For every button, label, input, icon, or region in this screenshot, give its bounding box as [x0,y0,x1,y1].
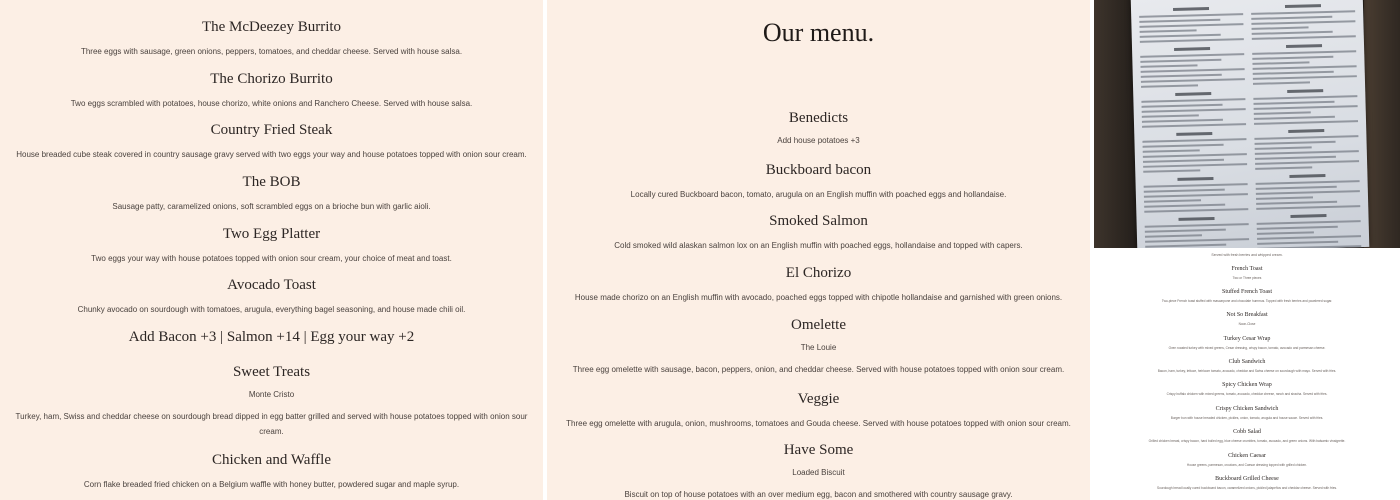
menu-item-desc: Two eggs scrambled with potatoes, house chorizo, white onions and Ranchero Cheese. Served with house salsa. [70,99,473,108]
thumb-item-desc: Crispy buffalo chicken with mixed greens, tomato, avocado, cheddar cheese, ranch and siracha. Served with fries. [1166,392,1328,396]
benedicts-section [547,109,1090,147]
sheet-text-line [1143,144,1224,148]
menu-item-title: El Chorizo [785,265,852,281]
sheet-text-line [1141,78,1245,83]
sheet-text-line [1144,193,1248,198]
sheet-text-line [1141,84,1198,87]
sheet-text-line [1255,156,1336,160]
sheet-text-line [1177,177,1213,181]
sheet-text-line [1290,214,1326,218]
sheet-text-line [1140,34,1221,38]
addons-line [0,328,543,346]
omelette-section [547,316,1090,377]
menu-item-title: The BOB [242,174,301,190]
menu-panel-left [0,0,543,500]
sheet-text-line [1253,95,1357,100]
sheet-text-line [1254,135,1358,140]
sheet-text-line [1255,166,1312,169]
thumb-menu-item [1094,265,1400,281]
menu-item-title: Veggie [797,391,840,407]
sheet-text-line [1143,159,1224,163]
menu-item-desc: Three egg omelette with arugula, onion, mushrooms, tomatoes and Gouda cheese. Served with house potatoes topped with onion sour cream. [566,419,1071,428]
sheet-text-line [1256,196,1313,199]
photo-background-right [1364,0,1400,248]
menu-item [547,264,1090,305]
menu-item-desc: Turkey, ham, Swiss and cheddar cheese on sourdough bread dipped in egg batter grilled and served with house potatoes topped with onion sour cream. [15,412,528,436]
thumb-item-title: Cobb Salad [1233,429,1261,435]
menu-item [0,225,543,266]
sheet-text-line [1145,244,1226,248]
thumb-item-desc: Two-piece French toast stuffed with mascarpone and chocolate hummus. Topped with fresh berries and powdered sugar. [1161,299,1333,303]
menu-item-desc: House breaded cube steak covered in country sausage gravy served with two eggs your way and house potatoes topped with onion sour cream. [16,150,527,159]
sheet-text-line [1254,120,1358,125]
menu-item [0,70,543,111]
sheet-text-line [1252,26,1309,29]
sheet-text-line [1140,64,1197,67]
menu-item [0,18,543,59]
sheet-text-line [1255,146,1312,149]
section-note: Add house potatoes +3 [777,136,860,145]
menu-item-desc: Chunky avocado on sourdough with tomatoes, arugula, everything bagel seasoning, and house made chili oil. [77,305,466,314]
thumb-item-title: Chicken Caesar [1228,453,1266,459]
sheet-text-line [1140,59,1221,63]
menu-item-desc: Cold smoked wild alaskan salmon lox on an English muffin with poached eggs, hollandaise and topped with capers. [614,241,1023,250]
sheet-text-line [1287,89,1323,93]
menu-item-desc: Three egg omelette with sausage, bacon, peppers, onion, and cheddar cheese. Served with house potatoes topped with onion sour cream. [572,365,1065,374]
thumb-menu-item [1094,358,1400,374]
thumb-item-desc: House greens, parmesan, croutons, and Caesar dressing topped with grilled chicken. [1186,463,1308,467]
sheet-text-line [1175,92,1211,96]
sheet-text-line [1145,238,1249,243]
thumb-menu-item [1094,381,1400,397]
menu-item [547,390,1090,431]
sheet-text-line [1141,74,1222,78]
sweet-treats-section [0,363,543,439]
menu-item-title: The Chorizo Burrito [210,71,333,87]
sheet-text-line [1144,189,1225,193]
thumb-menu-item [1094,311,1400,327]
sheet-text-line [1255,141,1336,145]
sheet-text-line [1255,160,1359,165]
menu-item-desc: Corn flake breaded fried chicken on a Belgium waffle with honey butter, powdered sugar and maple syrup. [83,480,460,489]
menu-item-desc: Biscuit on top of house potatoes with an over medium egg, bacon and smothered with country sausage gravy. [624,490,1013,499]
menu-item-title: Chicken and Waffle [211,452,332,468]
menu-item [547,212,1090,253]
section-title: Sweet Treats [232,364,311,380]
sheet-text-line [1254,116,1335,120]
section-title: Benedicts [788,110,849,126]
sheet-column-left [1139,0,1250,248]
sheet-text-line [1174,47,1210,51]
sheet-text-line [1252,31,1333,35]
sheet-text-line [1143,153,1247,158]
sheet-text-line [1145,234,1202,237]
sheet-text-line [1143,163,1247,168]
have-some-section [547,441,1090,500]
thumb-menu-item [1094,288,1400,304]
sheet-text-line [1142,104,1223,108]
sheet-text-line [1173,7,1209,11]
sheet-text-line [1144,183,1248,188]
thumb-item-title: Turkey Cesar Wrap [1223,336,1271,342]
sheet-text-line [1253,71,1334,75]
sheet-text-line [1256,186,1337,190]
thumb-item-desc: Bacon, ham, turkey, lettuce, heirloom tomato, avocado, cheddar and Swiss cheese on sourdough with mayo. Served with fries. [1157,369,1337,373]
thumb-item-title: French Toast [1231,266,1263,272]
sheet-text-line [1256,190,1360,195]
sheet-text-line [1178,217,1214,221]
menu-item-title: The McDeezey Burrito [201,19,342,35]
section-title: Omelette [791,317,846,333]
sheet-text-line [1143,169,1200,172]
sheet-text-line [1139,19,1220,23]
menu-item-desc: Locally cured Buckboard bacon, tomato, arugula on an English muffin with poached eggs and hollandaise. [630,190,1007,199]
thumb-item-desc: Burger bun with house breaded chicken, pickles, onion, tomato, arugula and house sauce. Served with fries. [1170,416,1324,420]
sheet-text-line [1139,23,1243,28]
sheet-text-line [1256,205,1360,210]
thumb-item-desc: Oven roasted turkey with mixed greens, Cesar dressing, crispy bacon, tomato, avocado and parmesan cheese. [1168,346,1326,350]
menu-item [547,161,1090,202]
sheet-text-line [1142,108,1246,113]
sheet-text-line [1254,105,1358,110]
sheet-column-right [1251,0,1362,248]
sheet-text-line [1142,114,1199,117]
menu-item-title: Avocado Toast [227,277,316,293]
thumb-item-title: Spicy Chicken Wrap [1222,382,1272,388]
menu-item-title: Country Fried Steak [210,122,333,138]
sheet-text-line [1142,119,1223,123]
sheet-text-line [1253,65,1357,70]
sheet-text-line [1251,16,1332,20]
menu-item [0,121,543,162]
sheet-text-line [1253,75,1357,80]
addons-text: Add Bacon +3 | Salmon +14 | Egg your way +2 [128,329,415,345]
sheet-text-line [1257,245,1361,248]
sheet-text-line [1142,123,1246,128]
sheet-text-line [1141,98,1245,103]
menu-item-title: Buckboard bacon [765,162,872,178]
thumb-item-title: Stuffed French Toast [1221,289,1273,295]
menu-item [0,173,543,214]
sheet-text-line [1251,20,1355,25]
sheet-text-line [1145,229,1226,233]
sheet-text-line [1256,201,1337,205]
menu-item-title: Smoked Salmon [769,213,868,229]
sheet-text-line [1144,199,1201,202]
sheet-text-line [1140,38,1244,43]
thumb-menu-item [1094,335,1400,351]
sheet-text-line [1257,241,1338,245]
menu-item-desc: Sausage patty, caramelized onions, soft scrambled eggs on a brioche bun with garlic aioli. [112,202,431,211]
thumb-item-title: Club Sandwich [1228,359,1266,365]
menu-item-subtitle: The Louie [800,343,837,352]
sheet-text-line [1254,111,1311,114]
menu-panel-center [547,0,1090,500]
sheet-text-line [1251,10,1355,15]
thumb-item-desc: Two or Three pieces [1232,276,1262,280]
sheet-text-line [1257,220,1361,225]
sheet-text-line [1256,180,1360,185]
menu-item-subtitle: Loaded Biscuit [792,468,845,477]
sheet-text-line [1252,61,1309,64]
printed-menu-sheet-image [1131,0,1370,248]
sheet-text-line [1141,68,1245,73]
thumb-menu-item [1094,428,1400,444]
sheet-text-line [1143,149,1200,152]
page-title: Our menu. [762,18,875,47]
thumb-item-title: Not So Breakfast [1226,312,1268,318]
thumb-item-desc: Sourdough bread locally cured buckboard bacon, caramelized onions, pickled jalapeños and cheddar cheese. Served with fries. [1156,486,1338,490]
sheet-text-line [1285,4,1321,8]
menu-item-subtitle: Monte Cristo [248,390,295,399]
sheet-text-line [1254,101,1335,105]
sheet-text-line [1288,129,1324,133]
sheet-text-line [1140,53,1244,58]
sheet-text-line [1139,13,1243,18]
sheet-text-line [1257,226,1338,230]
sheet-text-line [1142,138,1246,143]
menu-photo [1094,0,1400,248]
sheet-text-line [1286,44,1322,48]
thumb-note: Served with fresh berries and whipped cream. [1211,253,1283,257]
sheet-text-line [1176,132,1212,136]
sheet-text-line [1140,29,1197,32]
thumb-item-title: Buckboard Grilled Cheese [1215,476,1279,482]
sheet-text-line [1252,35,1356,40]
sheet-text-line [1255,150,1359,155]
thumb-menu-item [1094,475,1400,491]
sheet-text-line [1252,50,1356,55]
thumb-item-title: Crispy Chicken Sandwich [1215,406,1279,412]
sheet-text-line [1257,231,1314,234]
sheet-text-line [1252,56,1333,60]
sheet-text-line [1145,223,1249,228]
thumb-item-desc: Noon-Close [1238,322,1256,326]
menu-item-desc: Three eggs with sausage, green onions, peppers, tomatoes, and cheddar cheese. Served with house salsa. [80,47,463,56]
menu-item-desc: House made chorizo on an English muffin with avocado, poached eggs topped with chipotle hollandaise and garnished with green onions. [574,293,1063,302]
menu-item [0,451,543,492]
section-title: Have Some [783,442,854,458]
menu-item [0,276,543,317]
thumb-menu-item [1094,452,1400,468]
sheet-text-line [1144,204,1225,208]
sheet-text-line [1257,235,1361,240]
menu-item-desc: Two eggs your way with house potatoes topped with onion sour cream, your choice of meat and toast. [91,254,452,263]
menu-thumbnail [1094,251,1400,500]
menu-item-title: Two Egg Platter [222,226,321,242]
thumb-menu-item [1094,405,1400,421]
thumb-item-desc: Grilled chicken breast, crispy bacon, hard boiled egg, blue cheese crumbles, tomato, avocado, and green onions. With balsamic vinaigrette. [1148,439,1346,443]
sheet-text-line [1144,208,1248,213]
sheet-text-line [1253,81,1310,84]
sheet-text-line [1289,174,1325,178]
